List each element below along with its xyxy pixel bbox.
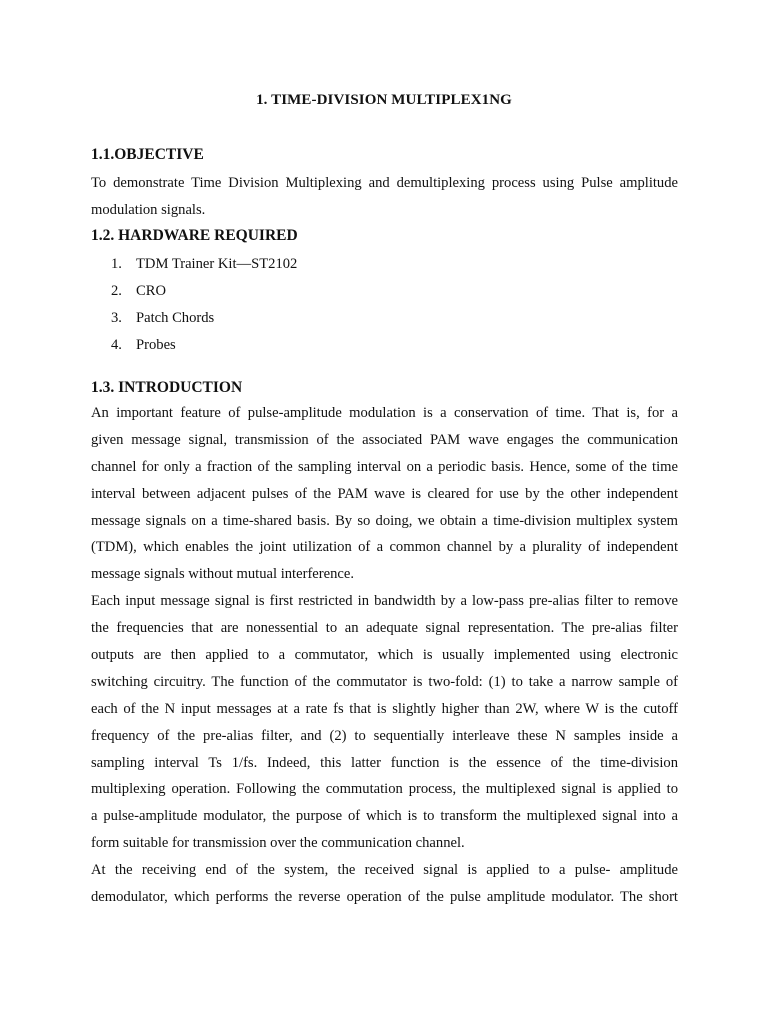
text-line: each of the N input messages at a rate fs that is slightly higher than 2W, where W is the cutoff [91,700,678,717]
text-line: frequency of the pre-alias filter, and (2) to sequentially interleave these N samples inside a [91,727,678,744]
text-line: a pulse-amplitude modulator, the purpose of which is to transform the multiplexed signal into a [91,808,678,825]
introduction-heading: 1.3. INTRODUCTION [91,379,243,396]
text-line: modulation signals. [91,201,206,218]
text-line: Each input message signal is first restricted in bandwidth by a low-pass pre-alias filter to remove [91,593,678,610]
list-item [91,305,491,332]
hardware-heading: 1.2. HARDWARE REQUIRED [91,227,298,244]
paragraph [91,588,678,857]
text-line: message signals on a time-shared basis. By so doing, we obtain a time-division multiplex system [91,512,678,529]
text-line: interval between adjacent pulses of the PAM wave is cleared for use by the other independent [91,485,678,502]
list-item [91,332,491,359]
list-item-number: 4. [111,337,122,353]
text-line: To demonstrate Time Division Multiplexing and demultiplexing process using Pulse amplitude [91,175,678,191]
list-item-label: CRO [136,283,167,299]
introduction-body [91,400,678,911]
document-title: 1. TIME-DIVISION MULTIPLEX1NG [256,92,512,108]
text-line: switching circuitry. The function of the commutator is two-fold: (1) to take a narrow sample of [91,673,678,690]
list-item-number: 2. [111,283,122,299]
list-item-number: 3. [111,310,122,326]
text-line: channel for only a fraction of the sampling interval on a periodic basis. Hence, some of the time [91,458,678,475]
text-line: given message signal, transmission of the associated PAM wave engages the communication [91,431,678,448]
text-line: form suitable for transmission over the communication channel. [91,835,465,852]
list-item-number: 1. [111,256,122,272]
list-item-label: Probes [136,337,176,353]
text-line: An important feature of pulse-amplitude modulation is a conservation of time. That is, for a [91,405,678,421]
list-item [91,278,491,305]
text-line: (TDM), which enables the joint utilization of a common channel by a plurality of independent [91,539,678,556]
text-line: message signals without mutual interference. [91,566,355,583]
text-line: At the receiving end of the system, the received signal is applied to a pulse- amplitude [91,862,678,879]
hardware-list [91,251,491,359]
text-line: outputs are then applied to a commutator, which is usually implemented using electronic [91,647,678,664]
text-line: the frequencies that are nonessential to an adequate signal representation. The pre-alias filter [91,620,678,637]
objective-text [91,170,678,224]
paragraph [91,400,678,588]
paragraph [91,857,678,911]
text-line: sampling interval Ts 1/fs. Indeed, this latter function is the essence of the time-division [91,754,678,771]
list-item [91,251,491,278]
text-line: multiplexing operation. Following the commutation process, the multiplexed signal is applied to [91,781,678,798]
list-item-label: Patch Chords [136,310,215,326]
text-line: demodulator, which performs the reverse operation of the pulse amplitude modulator. The short [91,889,678,906]
list-item-label: TDM Trainer Kit—ST2102 [136,256,298,272]
objective-heading: 1.1.OBJECTIVE [91,146,204,163]
